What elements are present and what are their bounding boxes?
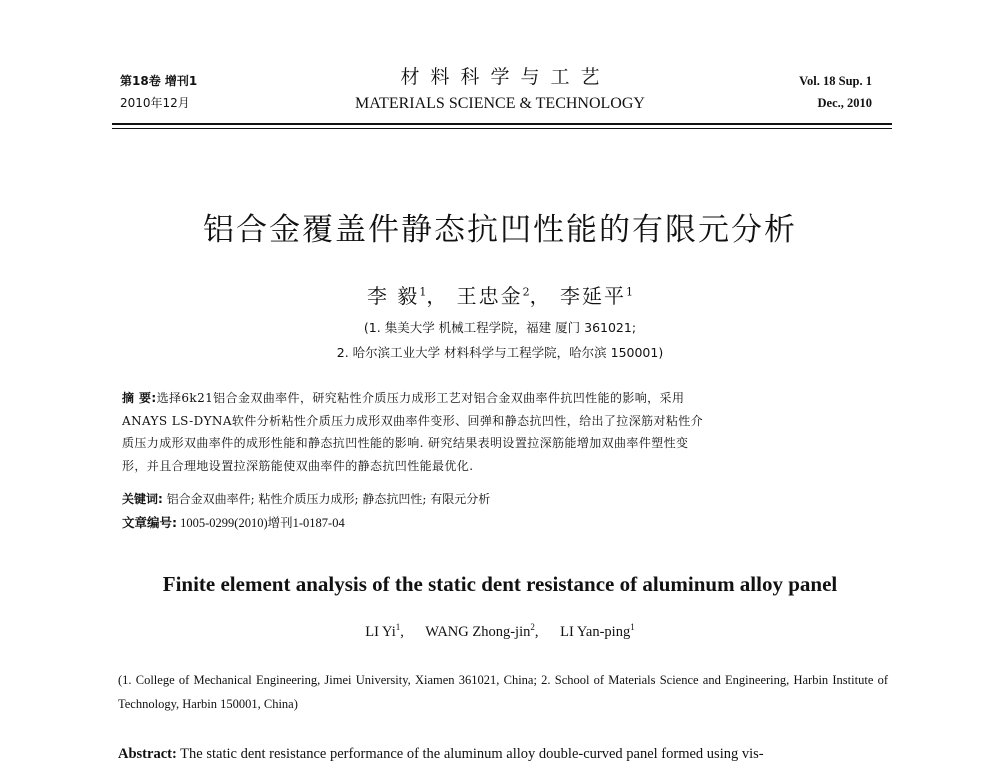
authors-en <box>100 622 900 641</box>
author-cn-2: 王忠金 <box>456 284 523 308</box>
keywords-cn <box>122 488 882 510</box>
article-number-text: 1005-0299(2010)增刊1-0187-04 <box>180 516 345 530</box>
author-en-3: LI Yan-ping <box>560 623 631 640</box>
author-en-3-affil: 1 <box>630 622 635 632</box>
issue-date-en: Dec., 2010 <box>817 96 872 110</box>
author-cn-3-affil: 1 <box>626 285 634 299</box>
authors-cn <box>100 280 900 309</box>
author-cn-3: 李延平 <box>560 284 627 308</box>
volume-supplement-en: Vol. 18 Sup. 1 <box>799 74 872 88</box>
journal-name-cn: 材料科学与工艺 <box>400 66 611 88</box>
author-en-1-affil: 1 <box>395 622 401 632</box>
header-rule-thin <box>112 128 892 129</box>
journal-name-en: MATERIALS SCIENCE & TECHNOLOGY <box>355 95 645 112</box>
header-rule-thick <box>112 123 892 125</box>
author-separator: ， <box>426 284 449 308</box>
author-separator: , <box>534 623 539 640</box>
article-number <box>122 512 882 534</box>
volume-date-en-block <box>799 70 872 114</box>
paper-title-en: Finite element analysis of the static dent resistance of aluminum alloy panel <box>162 572 838 596</box>
keywords-cn-label: 关键词: <box>122 492 163 506</box>
abstract-en-label: Abstract: <box>118 746 177 762</box>
affiliations-cn <box>100 315 900 365</box>
abstract-cn-line: 形，并且合理地设置拉深筋能使双曲率件的静态抗凹性能最优化. <box>122 458 474 473</box>
abstract-cn-label: 摘 要: <box>122 391 157 405</box>
author-cn-2-affil: 2 <box>522 285 530 299</box>
abstract-cn-line: 质压力成形双曲率件的成形性能和静态抗凹性能的影响. 研究结果表明设置拉深筋能增加双曲率件塑性变 <box>122 436 689 450</box>
affiliation-cn-1: (1. 集美大学 机械工程学院，福建 厦门 361021; <box>363 320 637 335</box>
author-cn-1: 李 毅 <box>366 284 420 308</box>
paper-title-cn: 铝合金覆盖件静态抗凹性能的有限元分析 <box>203 212 797 248</box>
author-separator: ， <box>529 284 552 308</box>
volume-issue: 第18卷 增刊1 <box>120 74 198 88</box>
author-en-2: WANG Zhong-jin <box>425 623 531 640</box>
author-separator: , <box>400 623 404 640</box>
abstract-en-text: The static dent resistance performance of the aluminum alloy double-curved panel formed using vis- <box>180 746 764 762</box>
abstract-en <box>118 743 888 765</box>
abstract-cn <box>122 387 882 477</box>
keywords-cn-text: 铝合金双曲率件; 粘性介质压力成形; 静态抗凹性; 有限元分析 <box>166 492 491 506</box>
abstract-cn-line: 选择6k21铝合金双曲率件，研究粘性介质压力成形工艺对铝合金双曲率件抗凹性能的影响，采用 <box>156 391 685 405</box>
author-cn-1-affil: 1 <box>419 285 427 299</box>
journal-name-block <box>300 64 700 115</box>
volume-issue-block <box>120 70 197 114</box>
affiliation-cn-2: 2. 哈尔滨工业大学 材料科学与工程学院，哈尔滨 150001) <box>336 345 664 360</box>
article-number-label: 文章编号: <box>122 515 177 530</box>
issue-date-cn: 2010年12月 <box>120 96 190 110</box>
author-en-1: LI Yi <box>365 623 396 640</box>
abstract-cn-line: ANAYS LS-DYNA软件分析粘性介质压力成形双曲率件变形、回弹和静态抗凹性，给出了拉深筋对粘性介 <box>122 413 704 428</box>
author-en-2-affil: 2 <box>530 622 535 632</box>
affiliation-en: (1. College of Mechanical Engineering, Jimei University, Xiamen 361021, China; 2. School of Materials Science and Engineering, Harbin Institute of Technology, Harbin 150001, China) <box>118 673 888 711</box>
